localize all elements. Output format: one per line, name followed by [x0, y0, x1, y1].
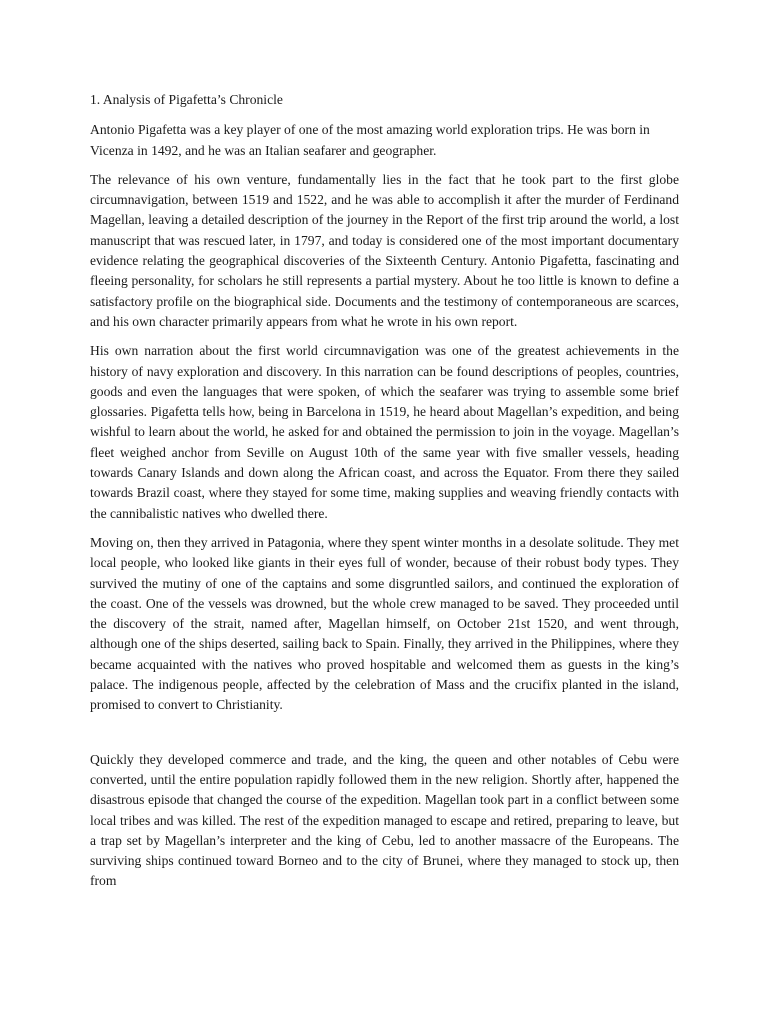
paragraph-relevance: The relevance of his own venture, fundamentally lies in the fact that he took part to the first globe circumnavigation, between 1519 and 1522, and he was able to accomplish it after the murder of Ferdinand Magellan, leaving a detailed description of the journey in the Report of the first trip around the world, a lost manuscript that was rescued later, in 1797, and today is considered one of the most important documentary evidence relating the geographical discoveries of the Sixteenth Century. Antonio Pigafetta, fascinating and fleeing personality, for scholars he still represents a partial mystery. About he too little is known to define a satisfactory profile on the biographical side. Documents and the testimony of contemporaneous are scarces, and his own character primarily appears from what he wrote in his own report. [90, 171, 679, 329]
paragraph-narration: His own narration about the first world circumnavigation was one of the greatest achievements in the history of navy exploration and discovery. In this narration can be found descriptions of peoples, countries, goods and even the languages that were spoken, of which the seafarer was trying to assemble some brief glossaries. Pigafetta tells how, being in Barcelona in 1519, he heard about Magellan’s expedition, and being wishful to learn about the world, he asked for and obtained the permission to join in the voyage. Magellan’s fleet weighed anchor from Seville on August 10th of the same year with five smaller vessels, heading towards Canary Islands and down along the African coast, and across the Equator. From there they sailed towards Brazil coast, where they stayed for some time, making supplies and weaving friendly contacts with the cannibalistic natives who dwelled there. [90, 343, 679, 521]
blank-space [90, 725, 679, 750]
paragraph-intro: Antonio Pigafetta was a key player of one of the most amazing world exploration trips. He was born in Vicenza in 1492, and he was an Italian seafarer and geographer. [90, 122, 650, 158]
section-heading: 1. Analysis of Pigafetta’s Chronicle [90, 92, 283, 107]
paragraph-cebu: Quickly they developed commerce and trade, and the king, the queen and other notables of Cebu were converted, until the entire population rapidly followed them in the new religion. Shortly after, happened the disastrous episode that changed the course of the expedition. Magellan took part in a conflict between some local tribes and was killed. The rest of the expedition managed to escape and retired, preparing to leave, but a trap set by Magellan’s interpreter and the king of Cebu, led to another massacre of the Europeans. The surviving ships continued toward Borneo and to the city of Brunei, where they managed to stock up, then from [90, 751, 679, 889]
document-page [90, 90, 679, 901]
paragraph-patagonia: Moving on, then they arrived in Patagonia, where they spent winter months in a desolate solitude. They met local people, who looked like giants in their eyes full of wonder, because of their robust body types. They survived the mutiny of one of the captains and some disgruntled sailors, and continued the exploration of the coast. One of the vessels was drowned, but the whole crew managed to be saved. They proceeded until the discovery of the strait, named after, Magellan himself, on October 21st 1520, and went through, although one of the ships deserted, sailing back to Spain. Finally, they arrived in the Philippines, where they became acquainted with the natives who proved hospitable and welcomed them as guests in the king’s palace. The indigenous people, affected by the celebration of Mass and the crucifix planted in the island, promised to convert to Christianity. [90, 534, 679, 713]
